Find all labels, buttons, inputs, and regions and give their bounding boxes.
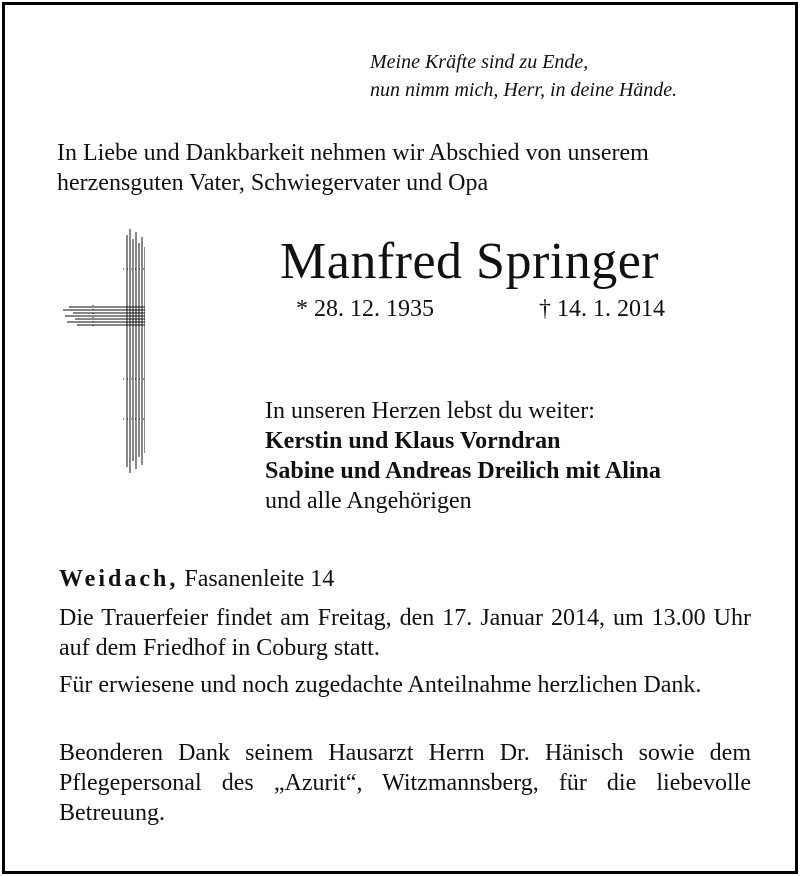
death-date: † 14. 1. 2014 — [539, 296, 665, 322]
mourner-family-2: Sabine und Andreas Dreilich mit Alina — [265, 458, 661, 484]
thanks-text: Für erwiesene und noch zugedachte Anteilnahme herzlichen Dank. — [59, 672, 702, 698]
motto-verse — [370, 48, 677, 104]
address-town: Weidach, — [59, 566, 179, 592]
mourner-family-1: Kerstin und Klaus Vorndran — [265, 428, 561, 454]
obituary-notice — [2, 2, 798, 874]
deceased-name: Manfred Springer — [280, 233, 660, 290]
address-line — [59, 566, 334, 593]
intro-line-1: In Liebe und Dankbarkeit nehmen wir Abschied von unserem — [57, 140, 649, 166]
intro-line-2: herzensguten Vater, Schwiegervater und Opa — [57, 170, 489, 196]
motto-line-1: Meine Kräfte sind zu Ende, — [370, 51, 589, 73]
mourner-others: und alle Angehörigen — [265, 488, 472, 514]
mourners-heading: In unseren Herzen lebst du weiter: — [265, 398, 595, 424]
address-street: Fasanenleite 14 — [184, 566, 335, 592]
cross-icon — [63, 229, 145, 478]
funeral-info: Die Trauerfeier findet am Freitag, den 17. Januar 2014, um 13.00 Uhr auf dem Friedhof in Coburg statt. — [59, 605, 751, 661]
special-thanks-text: Beonderen Dank seinem Hausarzt Herrn Dr. Hänisch sowie dem Pflegepersonal des „Azurit“, Witzmannsberg, für die liebevolle Betreuung. — [59, 740, 751, 826]
intro-text — [57, 138, 649, 198]
motto-line-2: nun nimm mich, Herr, in deine Hände. — [370, 79, 678, 101]
birth-date: * 28. 12. 1935 — [296, 296, 434, 322]
mourners-block — [265, 396, 661, 516]
